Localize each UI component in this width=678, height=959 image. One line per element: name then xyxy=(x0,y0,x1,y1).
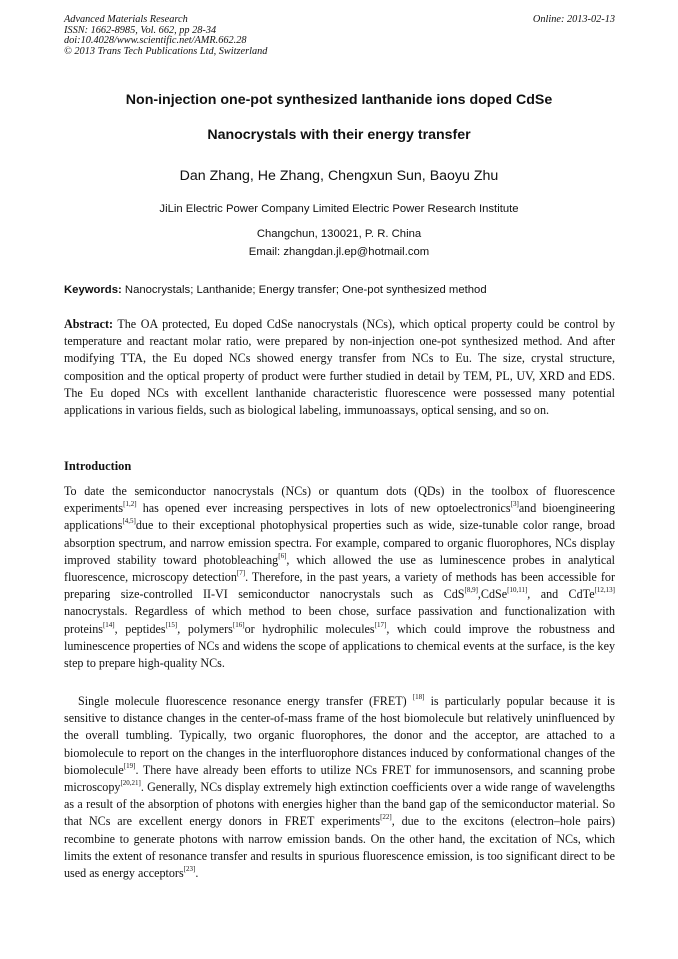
keywords-text: Nanocrystals; Lanthanide; Energy transfer; One-pot synthesized method xyxy=(121,284,487,296)
citation: [22] xyxy=(380,813,392,822)
citation: [3] xyxy=(510,500,519,509)
text-run: , due to the excitons (electron–hole pairs) recombine to generate photons with narrow emission bands. On the other hand, the excitation of NCs, which limits the extent of resonance transfer and results in spurious fluorescence emission, is too significant direct to be used as energy acceptors xyxy=(64,814,615,881)
text-run: and bioengineering applications xyxy=(64,501,615,533)
text-run: , and CdTe xyxy=(527,587,595,602)
citation: [14] xyxy=(102,620,115,629)
citation: [15] xyxy=(165,620,178,629)
citation: [23] xyxy=(183,865,196,874)
text-run: Single molecule fluorescence resonance energy transfer (FRET) xyxy=(78,694,413,708)
text-run: . Therefore, in the past years, a variety of methods has been accessible for preparing size-controlled II-VI semiconductor nanocrystals such as CdS xyxy=(64,570,616,602)
citation: [10,11] xyxy=(507,586,528,595)
affiliation-address: Changchun, 130021, P. R. China xyxy=(256,228,422,240)
citation: [1,2] xyxy=(123,500,137,509)
abstract-text: The OA protected, Eu doped CdSe nanocrystals (NCs), which optical property could be control by temperature and reactant molar ratio, were prepared by non-injection one-pot synthesized method. And after modifying TTA, the Eu doped NCs showed energy transfer from NCs to Eu. The size, crystal structure, composition and the optical property of product were further studied in detail by TEM, PL, UV, XRD and EDS. The Eu doped NCs with excellent lanthanide characteristic fluorescence were possessed many potential applications in various fields, such as biological labeling, immunoassays, optical sensing, and so on. xyxy=(64,317,615,418)
text-run: . xyxy=(195,866,199,881)
affiliation-institution: JiLin Electric Power Company Limited Electric Power Research Institute xyxy=(159,203,519,215)
text-run: or hydrophilic molecules xyxy=(244,621,375,636)
text-run: . There have already been efforts to utilize NCs FRET for immunosensors, and scanning probe microscopy xyxy=(64,762,615,795)
text-run: has opened ever increasing perspectives in lots of new optoelectronics xyxy=(136,501,511,516)
citation: [6] xyxy=(278,551,287,560)
abstract-label: Abstract: xyxy=(64,317,114,331)
introduction-paragraph-1 xyxy=(64,483,615,672)
text-run: , polymers xyxy=(177,621,233,636)
citation: [18] xyxy=(412,693,425,701)
text-run: is particularly popular because it is sensitive to distance changes in the center-of-mass frame of the host biomolecule but relatively uninfluenced by the overall tumbling. Typically, two organic fluorophores, the donor and the acceptor, are attached to a biomolecule to report on the changes in the interfluorophore distances induced by conformational changes of the biomolecule xyxy=(64,694,615,777)
paper-title-line-1: Non-injection one-pot synthesized lanthanide ions doped CdSe xyxy=(125,92,553,108)
paper-title-line-2: Nanocrystals with their energy transfer xyxy=(207,127,471,143)
abstract xyxy=(64,316,615,419)
text-run: nanocrystals. Regardless of which method to been chose, surface passivation and functionalization with proteins xyxy=(64,604,615,636)
text-run: ,CdSe xyxy=(477,587,508,602)
text-run: To date the semiconductor nanocrystals (NCs) or quantum dots (QDs) in the toolbox of fluorescence experiments xyxy=(64,484,615,516)
citation: [16] xyxy=(232,620,245,629)
citation: [8,9] xyxy=(464,586,478,595)
text-run: , peptides xyxy=(114,621,166,636)
journal-header xyxy=(64,15,615,57)
keywords xyxy=(64,284,615,296)
text-run: . Generally, NCs display extremely high extinction coefficients over a wide range of wavelengths as a result of the absorption of photons with energies higher than the band gap of the semiconductor material. So that NCs are excellent energy donors in FRET experiments xyxy=(64,780,615,829)
doi-line: doi:10.4028/www.scientific.net/AMR.662.28 xyxy=(64,35,247,47)
citation: [20,21] xyxy=(120,779,141,788)
text-run: due to their exceptional photophysical properties such as wide, size-tunable color range, broad absorption spectrum, and narrow emission spectra. For example, compared to organic fluorophores, NCs display improved stability toward photobleaching xyxy=(64,518,615,567)
text-run: , which could improve the robustness and luminescence properties of NCs and widens the scope of applications to chemical events at the surface, is the key step to prepare high-quality NCs. xyxy=(64,621,615,671)
citation: [12,13] xyxy=(594,586,615,595)
author-email: Email: zhangdan.jl.ep@hotmail.com xyxy=(248,246,430,258)
keywords-label: Keywords: xyxy=(64,284,122,296)
issn-line: ISSN: 1662-8985, Vol. 662, pp 28-34 xyxy=(64,24,217,36)
citation: [7] xyxy=(236,569,246,578)
author-list: Dan Zhang, He Zhang, Chengxun Sun, Baoyu Zhu xyxy=(179,168,499,184)
journal-name: Advanced Materials Research xyxy=(64,14,188,25)
citation: [17] xyxy=(374,620,387,629)
citation: [19] xyxy=(123,761,136,770)
introduction-paragraph-2 xyxy=(64,693,615,882)
online-date: Online: 2013-02-13 xyxy=(532,14,615,25)
section-heading-introduction: Introduction xyxy=(64,459,132,473)
citation: [4,5] xyxy=(122,517,136,526)
copyright-line: © 2013 Trans Tech Publications Ltd, Switzerland xyxy=(64,45,268,57)
text-run: , which allowed the use as luminescence probes in analytical fluorescence, microscopy detection xyxy=(64,552,616,585)
